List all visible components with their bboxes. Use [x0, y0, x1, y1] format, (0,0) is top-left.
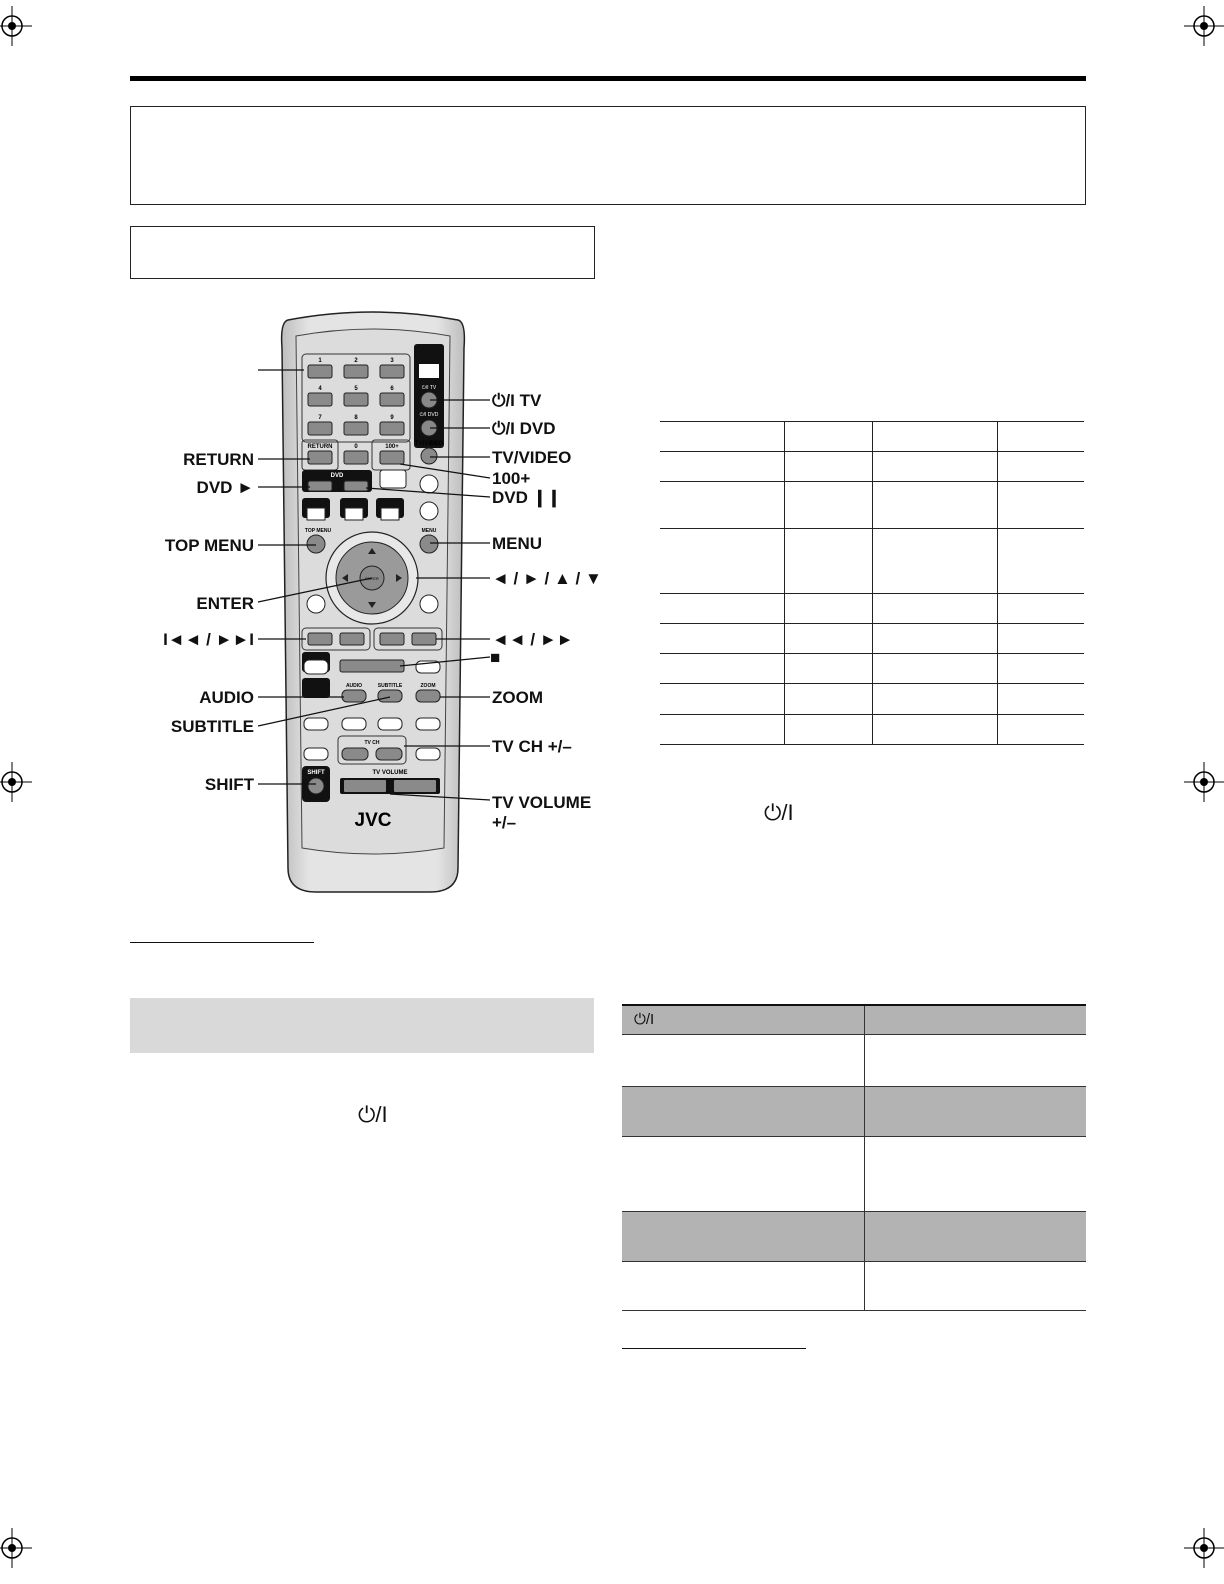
gray-section-box [130, 998, 594, 1053]
callout-cursor: ◄ / ► / ▲ / ▼ [492, 569, 602, 588]
remote-key-8-label: 8 [354, 415, 358, 421]
footnote-rule-right [622, 1348, 806, 1349]
remote-key-0-label: 0 [354, 444, 358, 450]
remote-zoom-label: ZOOM [420, 683, 436, 689]
callout-tv-volume: TV VOLUME [492, 793, 592, 812]
remote-subtitle-label: SUBTITLE [377, 683, 403, 689]
remote-tvvolume-label: TV VOLUME [372, 770, 408, 776]
callout-tv-volume-pm: +/– [492, 813, 517, 832]
remote-brand-logo: JVC [354, 810, 392, 831]
callout-dvd-power: ⏻/I DVD [492, 419, 556, 438]
callout-100plus: 100+ [492, 469, 531, 488]
remote-key-9-label: 9 [390, 415, 394, 421]
callout-subtitle: SUBTITLE [170, 717, 254, 736]
callout-tv-ch: TV CH +/– [492, 737, 572, 756]
callout-tv-power: ⏻/I TV [492, 391, 542, 410]
remote-shift-label: SHIFT [307, 770, 325, 776]
callout-top-menu: TOP MENU [164, 536, 254, 555]
callout-stop: ■ [490, 648, 501, 667]
remote-audio-label: AUDIO [345, 683, 363, 689]
remote-key-1-label: 1 [318, 358, 322, 364]
power-table [622, 1004, 1086, 1311]
remote-key-6-label: 6 [390, 386, 394, 392]
remote-dvd-group-label: DVD [330, 473, 344, 479]
power-symbol-right: ⏻/I [764, 800, 794, 825]
callout-return: RETURN [183, 450, 254, 469]
remote-key-dvd-power-label: ⏻/I DVD [419, 412, 439, 418]
remote-key-return-label: RETURN [307, 444, 333, 450]
remote-key-7-label: 7 [318, 415, 322, 421]
remote-key-2-label: 2 [354, 358, 358, 364]
callout-enter: ENTER [196, 594, 254, 613]
callout-audio: AUDIO [199, 688, 254, 707]
power-symbol-left: ⏻/I [358, 1102, 388, 1127]
callout-dvd-play: DVD ► [196, 478, 254, 497]
remote-menu-label: MENU [421, 528, 437, 534]
remote-key-3-label: 3 [390, 358, 394, 364]
remote-key-5-label: 5 [354, 386, 358, 392]
remote-key-tv-power-label: ⏻/I TV [421, 385, 437, 391]
callout-tvvideo: TV/VIDEO [492, 448, 572, 467]
remote-top-menu-label: TOP MENU [304, 528, 332, 534]
remote-key-100-label: 100+ [385, 444, 399, 450]
remote-tvch-label: TV CH [364, 740, 380, 746]
remote-key-tvvideo-label: TV/VIDEO [414, 441, 444, 447]
callout-shift: SHIFT [204, 775, 254, 794]
footnote-rule-left [130, 942, 314, 943]
remote-enter-label: ENTER [365, 576, 379, 581]
callout-dvd-pause: DVD ❙❙ [492, 488, 562, 507]
callout-skip: I◄◄ / ►►I [163, 630, 254, 649]
callout-search: ◄◄ / ►► [492, 630, 574, 649]
callout-zoom: ZOOM [492, 688, 543, 707]
remote-key-4-label: 4 [318, 386, 322, 392]
power-table-header-symbol: ⏻/I [622, 1005, 865, 1034]
callout-menu: MENU [492, 534, 543, 553]
code-table [660, 421, 1084, 745]
